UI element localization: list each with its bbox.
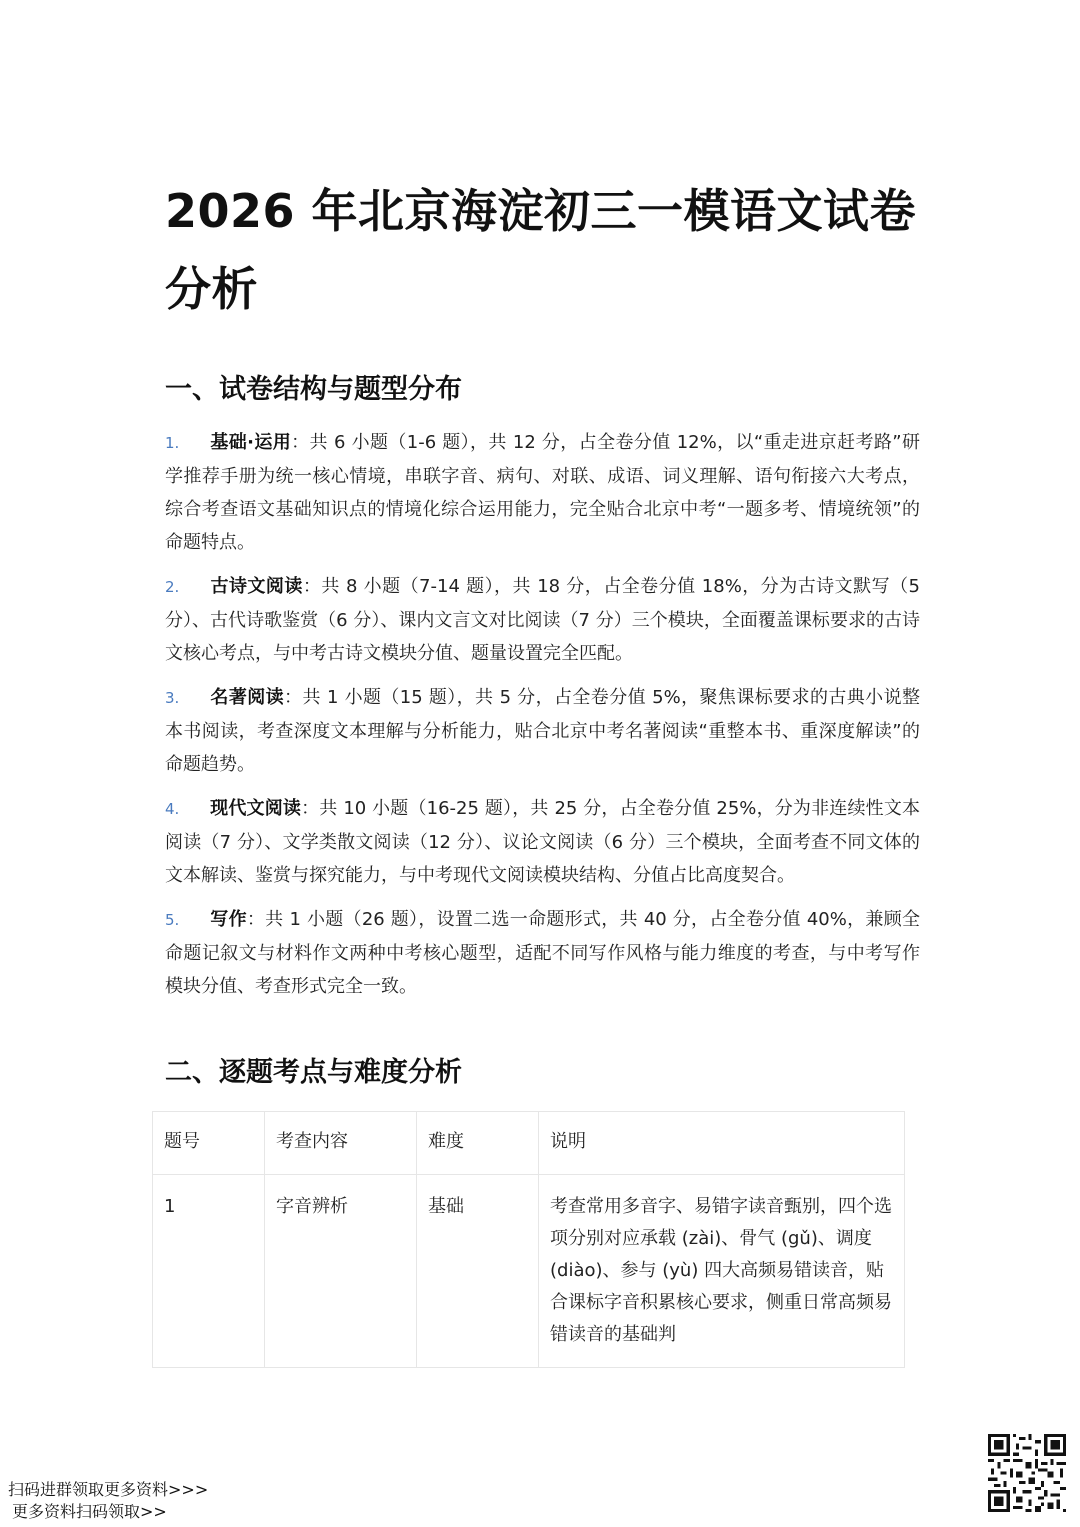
- structure-list: [165, 426, 920, 1014]
- table-header-content: 考查内容: [265, 1112, 417, 1175]
- table-cell-number: 1: [153, 1175, 265, 1368]
- list-item: [165, 792, 920, 892]
- list-item-number: 4.: [165, 800, 180, 818]
- list-item-number: 2.: [165, 578, 180, 596]
- list-item-text: ：共 1 小题（15 题），共 5 分，占全卷分值 5%，聚焦课标要求的古典小说整本书阅读，考查深度文本理解与分析能力，贴合北京中考名著阅读“重整本书、重深度解读”的命题趋势。: [165, 687, 920, 775]
- analysis-table-container: [152, 1111, 904, 1368]
- list-item-label: 写作: [210, 909, 247, 930]
- table-row: [153, 1175, 905, 1368]
- table-cell-note: 考查常用多音字、易错字读音甄别，四个选项分别对应承载 (zài)、骨气 (gǔ)、调度 (diào)、参与 (yù) 四大高频易错读音，贴合课标字音积累核心要求，侧重日常高频易错读音的基础判: [539, 1175, 905, 1368]
- table-header-number: 题号: [153, 1112, 265, 1175]
- table-cell-content: 字音辨析: [265, 1175, 417, 1368]
- table-header-note: 说明: [539, 1112, 905, 1175]
- list-item: [165, 426, 920, 559]
- list-item: [165, 681, 920, 781]
- list-item: [165, 570, 920, 670]
- section-heading-analysis: 二、逐题考点与难度分析: [165, 1057, 462, 1088]
- footer-promo-line-2: 更多资料扫码领取>>: [12, 1502, 167, 1521]
- analysis-table: [152, 1111, 905, 1368]
- list-item-number: 3.: [165, 689, 180, 707]
- section-heading-structure: 一、试卷结构与题型分布: [165, 374, 462, 405]
- list-item-label: 基础·运用: [210, 432, 292, 453]
- page-title: 2026 年北京海淀初三一模语文试卷分析: [165, 184, 917, 316]
- list-item-text: ：共 1 小题（26 题），设置二选一命题形式，共 40 分，占全卷分值 40%，兼顾全命题记叙文与材料作文两种中考核心题型，适配不同写作风格与能力维度的考查，与中考写作模块分值、考查形式完全一致。: [165, 909, 921, 997]
- list-item-label: 现代文阅读: [210, 798, 302, 819]
- table-header-difficulty: 难度: [417, 1112, 539, 1175]
- list-item-number: 5.: [165, 911, 180, 929]
- footer-promo-line-1: 扫码进群领取更多资料>>>: [8, 1480, 209, 1499]
- list-item-text: ：共 8 小题（7-14 题），共 18 分，占全卷分值 18%，分为古诗文默写（5 分）、古代诗歌鉴赏（6 分）、课内文言文对比阅读（7 分）三个模块，全面覆盖课标要求的古诗文核心考点，与中考古诗文模块分值、题量设置完全匹配。: [165, 576, 920, 664]
- table-cell-difficulty: 基础: [417, 1175, 539, 1368]
- table-header-row: [153, 1112, 905, 1175]
- list-item-text: ：共 10 小题（16-25 题），共 25 分，占全卷分值 25%，分为非连续性文本阅读（7 分）、文学类散文阅读（12 分）、议论文阅读（6 分）三个模块，全面考查不同文体的文本解读、鉴赏与探究能力，与中考现代文阅读模块结构、分值占比高度契合。: [165, 798, 920, 886]
- list-item-label: 名著阅读: [210, 687, 285, 708]
- list-item-text: ：共 6 小题（1-6 题），共 12 分，占全卷分值 12%，以“重走进京赶考路”研学推荐手册为统一核心情境，串联字音、病句、对联、成语、词义理解、语句衔接六大考点，综合考查语文基础知识点的情境化综合运用能力，完全贴合北京中考“一题多考、情境统领”的命题特点。: [165, 432, 920, 553]
- list-item-label: 古诗文阅读: [210, 576, 303, 597]
- list-item-number: 1.: [165, 434, 180, 452]
- list-item: [165, 903, 920, 1003]
- qr-code-icon[interactable]: [988, 1434, 1066, 1512]
